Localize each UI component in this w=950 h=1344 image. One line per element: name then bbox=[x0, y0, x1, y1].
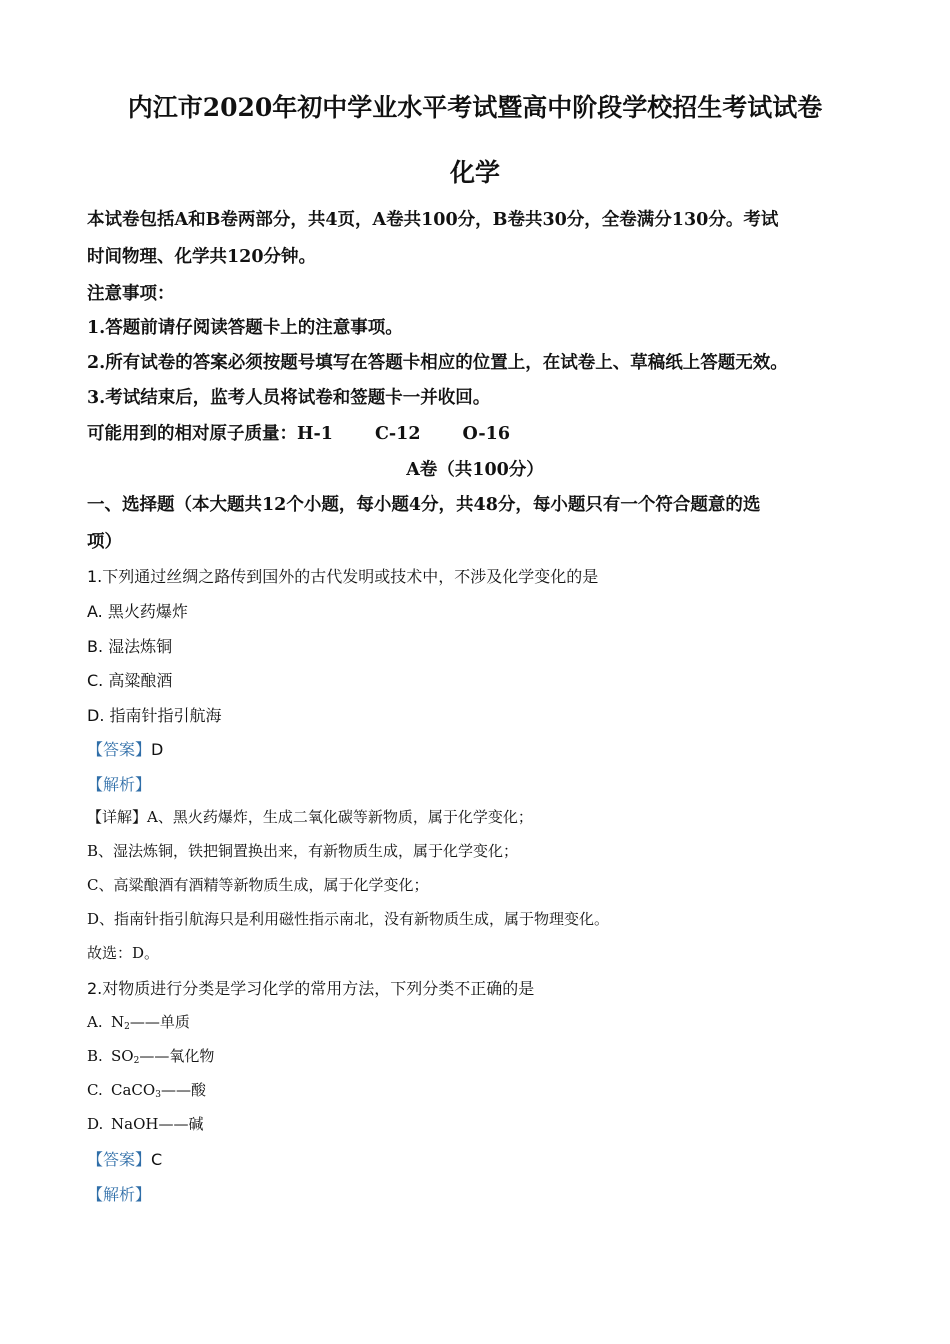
atomic-mass-h: H-1 bbox=[297, 424, 333, 444]
option-subscript: 2 bbox=[133, 1056, 140, 1066]
note-item: 3.考试结束后，监考人员将试卷和签题卡一并收回。 bbox=[87, 388, 491, 408]
intro-line-2: 时间物理、化学共120分钟。 bbox=[87, 247, 317, 267]
option-text: 湿法炼铜 bbox=[108, 637, 173, 656]
atomic-mass-o: O-16 bbox=[462, 424, 511, 444]
notes-heading: 注意事项： bbox=[87, 284, 175, 304]
part-heading-line-2: 项） bbox=[87, 532, 122, 552]
q2-option-d bbox=[87, 1113, 203, 1134]
question-2-stem bbox=[87, 976, 534, 999]
q2-answer bbox=[87, 1147, 162, 1170]
detail-text: A、黑火药爆炸，生成二氧化碳等新物质，属于化学变化； bbox=[147, 808, 533, 826]
q1-analysis-label: 【解析】 bbox=[87, 775, 152, 794]
option-letter: D. bbox=[87, 706, 105, 725]
option-text: 指南针指引航海 bbox=[109, 706, 222, 725]
q2-option-a bbox=[87, 1011, 190, 1032]
q1-option-c bbox=[87, 668, 172, 691]
option-text: ——碱 bbox=[158, 1115, 204, 1133]
page-title: 内江市2020年初中学业水平考试暨高中阶段学校招生考试试卷 bbox=[127, 93, 823, 122]
answer-value: D bbox=[151, 740, 164, 759]
option-letter: A. bbox=[87, 602, 103, 621]
atomic-mass-label: 可能用到的相对原子质量： bbox=[87, 424, 297, 444]
q1-answer bbox=[87, 737, 163, 760]
q1-detail-line-2: B、湿法炼铜，铁把铜置换出来，有新物质生成，属于化学变化； bbox=[87, 842, 519, 860]
q1-detail-line-3: C、高粱酿酒有酒精等新物质生成，属于化学变化； bbox=[87, 876, 429, 894]
q2-analysis-label: 【解析】 bbox=[87, 1185, 152, 1204]
option-text: 黑火药爆炸 bbox=[107, 602, 188, 621]
answer-label: 【答案】 bbox=[87, 740, 152, 759]
option-text: ——氧化物 bbox=[139, 1047, 215, 1065]
option-formula: CaCO bbox=[111, 1081, 156, 1099]
part-heading-line-1: 一、选择题（本大题共12个小题，每小题4分，共48分，每小题只有一个符合题意的选 bbox=[87, 495, 761, 515]
q1-conclusion: 故选：D。 bbox=[87, 944, 160, 962]
q2-option-b bbox=[87, 1045, 214, 1066]
option-letter: B. bbox=[87, 1047, 103, 1065]
option-letter: C. bbox=[87, 1081, 103, 1099]
option-letter: A. bbox=[87, 1013, 103, 1031]
option-letter: C. bbox=[87, 671, 104, 690]
subject-title: 化学 bbox=[449, 158, 500, 187]
q1-detail-line-4: D、指南针指引航海只是利用磁性指示南北，没有新物质生成，属于物理变化。 bbox=[87, 910, 610, 928]
answer-label: 【答案】 bbox=[87, 1150, 152, 1169]
section-a-heading: A卷（共100分） bbox=[406, 460, 544, 480]
option-text: ——单质 bbox=[129, 1013, 190, 1031]
option-text: ——酸 bbox=[160, 1081, 206, 1099]
atomic-mass-c: C-12 bbox=[374, 424, 421, 444]
q1-option-d bbox=[87, 703, 222, 726]
detail-label: 【详解】 bbox=[87, 808, 148, 826]
question-text: 对物质进行分类是学习化学的常用方法，下列分类不正确的是 bbox=[102, 979, 535, 998]
option-subscript: 3 bbox=[155, 1090, 161, 1100]
q1-detail-line-1 bbox=[87, 806, 533, 827]
question-1-stem bbox=[87, 564, 598, 587]
note-item: 2.所有试卷的答案必须按题号填写在答题卡相应的位置上，在试卷上、草稿纸上答题无效。 bbox=[87, 353, 788, 373]
q1-option-b bbox=[87, 634, 172, 657]
question-number: 1. bbox=[87, 567, 103, 586]
q2-option-c bbox=[87, 1079, 206, 1100]
q1-option-a bbox=[87, 599, 188, 622]
option-formula: N bbox=[111, 1013, 125, 1031]
question-number: 2. bbox=[87, 979, 103, 998]
question-text: 下列通过丝绸之路传到国外的古代发明或技术中，不涉及化学变化的是 bbox=[102, 567, 599, 586]
option-subscript: 2 bbox=[124, 1022, 130, 1032]
atomic-mass-line bbox=[87, 420, 510, 445]
option-text: 高粱酿酒 bbox=[108, 671, 173, 690]
note-item: 1.答题前请仔阅读答题卡上的注意事项。 bbox=[87, 318, 403, 338]
intro-line-1: 本试卷包括A和B卷两部分，共4页，A卷共100分，B卷共30分，全卷满分130分。考试 bbox=[87, 210, 779, 230]
answer-value: C bbox=[151, 1150, 163, 1169]
option-letter: B. bbox=[87, 637, 104, 656]
option-formula: SO bbox=[111, 1047, 134, 1065]
option-formula: NaOH bbox=[111, 1115, 159, 1133]
option-letter: D. bbox=[87, 1115, 104, 1133]
